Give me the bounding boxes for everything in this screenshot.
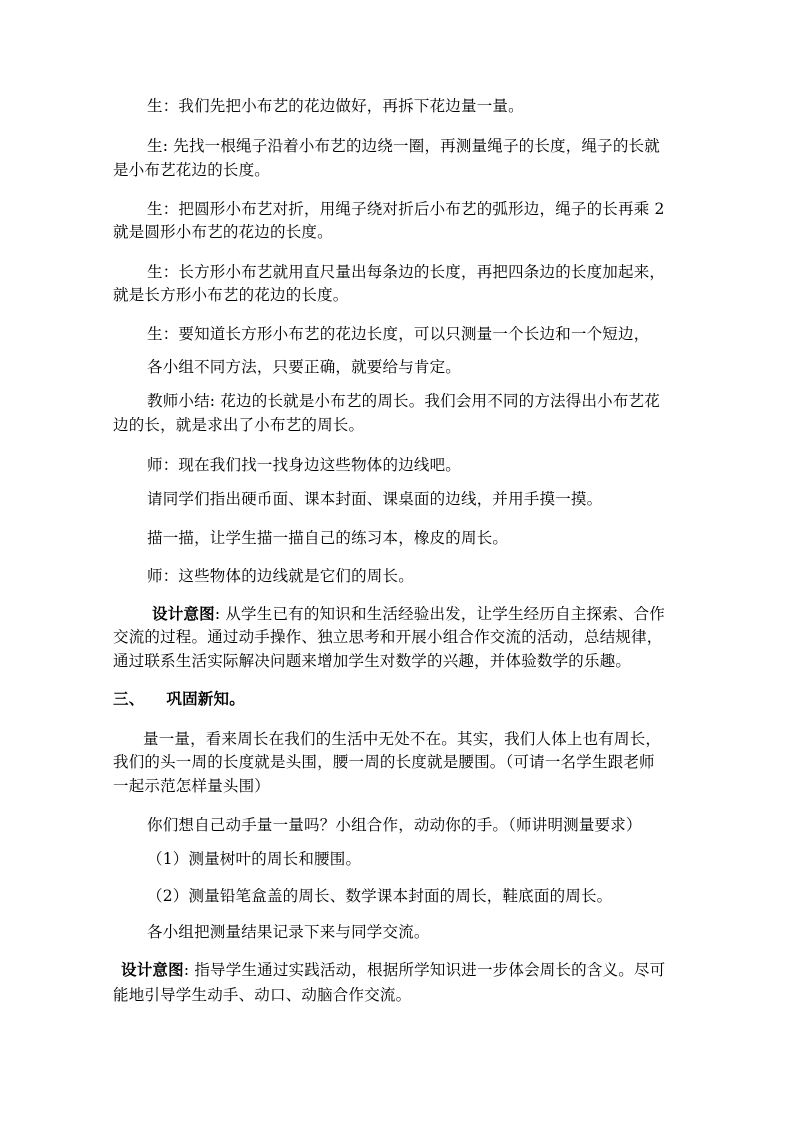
section-3-number: 三、 xyxy=(113,689,145,708)
paragraph-instruction: 请同学们指出硬币面、课本封面、课桌面的边线，并用手摸一摸。 xyxy=(147,490,603,508)
design-intent-2-line-1 xyxy=(121,960,696,980)
design-intent-2-label: 设计意图 xyxy=(121,960,184,979)
paragraph-student-5: 生：要知道长方形小布艺的花边长度，可以只测量一个长边和一个短边， xyxy=(147,325,650,343)
paragraph-measure-line-1: 量一量，看来周长在我们的生活中无处不在。其实，我们人体上也有周长， xyxy=(143,730,662,748)
design-intent-1-label: 设计意图 xyxy=(152,604,215,623)
paragraph-student-1: 生：我们先把小布艺的花边做好，再拆下花边量一量。 xyxy=(147,97,524,115)
section-3-heading xyxy=(113,689,688,709)
design-intent-1-line-2: 交流的过程。通过动手操作、独立思考和开展小组合作交流的活动，总结规律， xyxy=(113,628,663,646)
paragraph-measure-line-2: 我们的头一周的长度就是头围，腰一周的长度就是腰围。（可请一名学生跟老师 xyxy=(113,753,655,771)
design-intent-1-text: : 从学生已有的知识和生活经验出发，让学生经历自主探索、合作 xyxy=(214,605,665,623)
design-intent-1-line-1 xyxy=(152,604,727,624)
paragraph-student-3-line-2: 就是圆形小布艺的花边的长度。 xyxy=(113,223,333,241)
paragraph-student-2-line-2: 是小布艺花边的长度。 xyxy=(113,161,271,179)
design-intent-2-text: : 指导学生通过实践活动，根据所学知识进一步体会周长的含义。尽可 xyxy=(183,961,666,979)
paragraph-student-2-line-1: 生: 先找一根绳子沿着小布艺的边绕一圈，再测量绳子的长度，绳子的长就 xyxy=(147,137,660,155)
paragraph-teacher-summary-line-1: 教师小结: 花边的长就是小布艺的周长。我们会用不同的方法得出小布艺花 xyxy=(147,392,660,410)
paragraph-measure-line-3: 一起示范怎样量头围） xyxy=(113,777,271,795)
paragraph-teacher-2: 师：这些物体的边线就是它们的周长。 xyxy=(147,567,414,585)
design-intent-2-line-2: 能地引导学生动手、动口、动脑合作交流。 xyxy=(113,986,412,1004)
paragraph-teacher-summary-line-2: 边的长，就是求出了小布艺的周长。 xyxy=(113,416,365,434)
paragraph-record-results: 各小组把测量结果记录下来与同学交流。 xyxy=(147,923,430,941)
paragraph-student-4-line-2: 就是长方形小布艺的花边的长度。 xyxy=(113,286,349,304)
paragraph-teacher-1: 师：现在我们找一找身边这些物体的边线吧。 xyxy=(147,456,462,474)
paragraph-trace: 描一描，让学生描一描自己的练习本，橡皮的周长。 xyxy=(147,529,509,547)
section-3-title: 巩固新知。 xyxy=(166,689,245,708)
paragraph-student-4-line-1: 生：长方形小布艺就用直尺量出每条边的长度，再把四条边的长度加起来， xyxy=(147,263,666,281)
paragraph-try-yourself: 你们想自己动手量一量吗？小组合作，动动你的手。（师讲明测量要求） xyxy=(147,816,642,834)
list-item-2: （2）测量铅笔盒盖的周长、数学课本封面的周长，鞋底面的周长。 xyxy=(147,887,613,905)
design-intent-1-line-3: 通过联系生活实际解决问题来增加学生对数学的兴趣，并体验数学的乐趣。 xyxy=(113,652,632,670)
paragraph-student-3-line-1: 生：把圆形小布艺对折，用绳子绕对折后小布艺的弧形边，绳子的长再乘 2 xyxy=(147,200,665,218)
list-item-1: （1）测量树叶的周长和腰围。 xyxy=(147,850,362,868)
paragraph-groups: 各小组不同方法，只要正确，就要给与肯定。 xyxy=(147,358,462,376)
